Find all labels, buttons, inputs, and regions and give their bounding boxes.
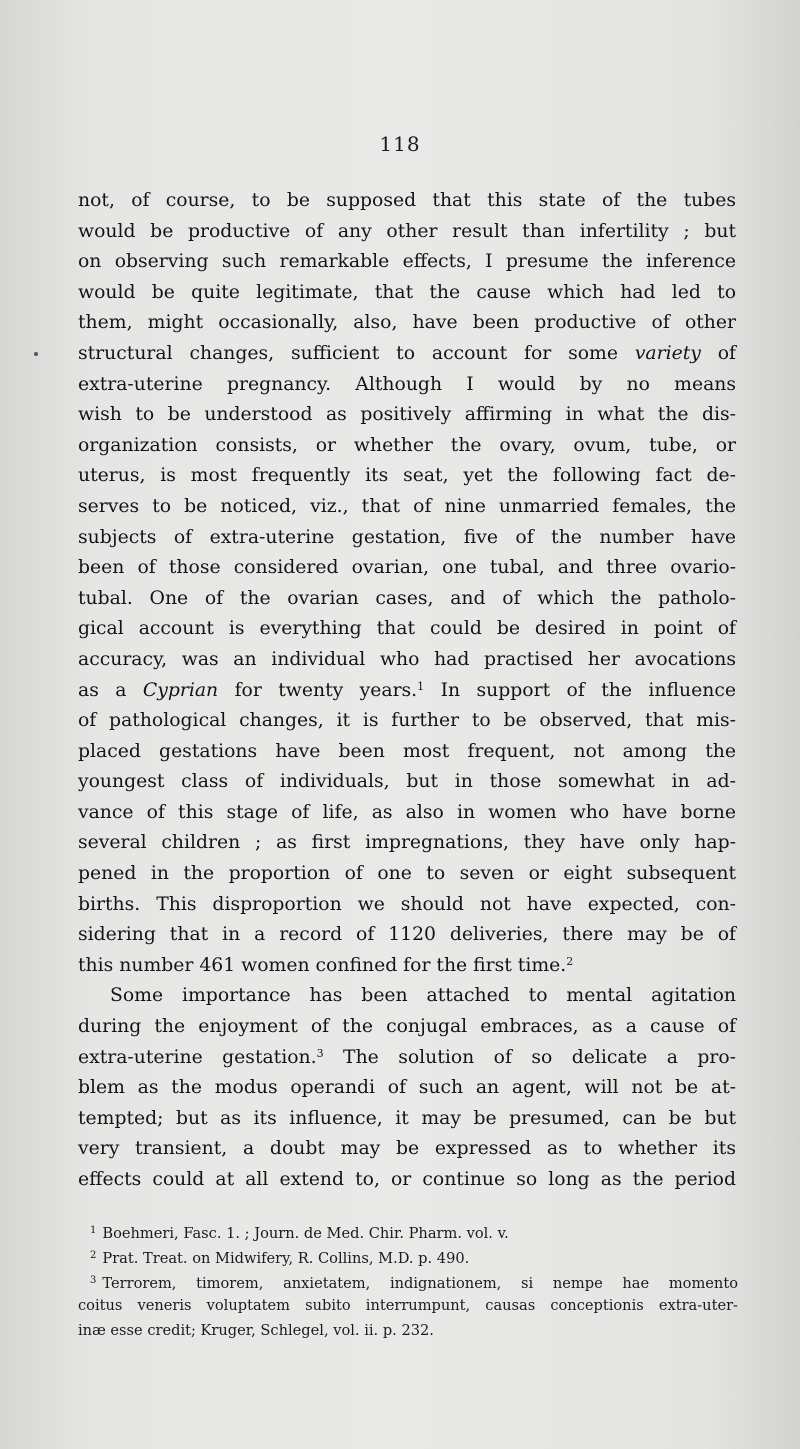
text-run: extra-uterine gestation. xyxy=(78,1046,317,1068)
text-run: them, might occasionally, also, have been productive of other xyxy=(78,312,736,334)
body-text xyxy=(78,186,736,1196)
text-run: In support of the influence xyxy=(424,679,736,701)
text-line xyxy=(78,890,736,921)
text-run: this number 461 women confined for the first time. xyxy=(78,954,567,976)
text-run: tempted; but as its influence, it may be presumed, can be but xyxy=(78,1107,736,1129)
text-run: youngest class of individuals, but in those somewhat in ad- xyxy=(78,771,736,793)
text-line xyxy=(78,339,736,370)
text-run: on observing such remarkable effects, I presume the inference xyxy=(78,251,736,273)
footnotes xyxy=(78,1218,738,1343)
text-run: uterus, is most frequently its seat, yet the following fact de- xyxy=(78,465,736,487)
footnote-text: Prat. Treat. on Midwifery, R. Collins, M.D. p. 490. xyxy=(102,1250,470,1267)
text-line xyxy=(78,676,736,707)
text-run: several children ; as first impregnations, they have only hap- xyxy=(78,832,736,854)
text-line xyxy=(78,217,736,248)
footnote-line xyxy=(90,1218,738,1243)
footnote-text: Boehmeri, Fasc. 1. ; Journ. de Med. Chir. Pharm. vol. v. xyxy=(102,1225,509,1242)
text-run: serves to be noticed, viz., that of nine unmarried females, the xyxy=(78,495,736,517)
text-line xyxy=(78,186,736,217)
text-run: subjects of extra-uterine gestation, five of the number have xyxy=(78,526,736,548)
text-run: wish to be understood as positively affirming in what the dis- xyxy=(78,404,736,426)
text-run: would be quite legitimate, that the cause which had led to xyxy=(78,281,736,303)
text-run: births. This disproportion we should not have expected, con- xyxy=(78,893,736,915)
text-line xyxy=(78,400,736,431)
footnote-text: coitus veneris voluptatem subito interrumpunt, causas conceptionis extra-uter- xyxy=(78,1297,738,1314)
text-run: blem as the modus operandi of such an agent, will not be at- xyxy=(78,1077,736,1099)
text-run: gical account is everything that could be desired in point of xyxy=(78,618,736,640)
footnote-text: Terrorem, timorem, anxietatem, indignationem, si nempe hae momento xyxy=(102,1275,738,1292)
italic-word: Cyprian xyxy=(142,679,219,701)
text-line xyxy=(78,981,736,1012)
text-line xyxy=(78,767,736,798)
text-run: for twenty years. xyxy=(218,679,418,701)
text-run: effects could at all extend to, or continue so long as the period xyxy=(78,1169,736,1190)
text-run: pened in the proportion of one to seven or eight subsequent xyxy=(78,863,736,885)
footnote-line xyxy=(78,1318,738,1343)
text-line xyxy=(78,461,736,492)
text-run: would be productive of any other result than infertility ; but xyxy=(78,220,736,242)
footnote-line xyxy=(90,1268,738,1293)
text-line xyxy=(78,308,736,339)
text-line xyxy=(78,951,736,982)
text-run: placed gestations have been most frequent, not among the xyxy=(78,740,736,762)
text-run: as a xyxy=(78,679,143,701)
footnote-marker: 1 xyxy=(90,1225,97,1236)
text-line xyxy=(78,614,736,645)
text-line xyxy=(78,523,736,554)
text-run: sidering that in a record of 1120 deliveries, there may be of xyxy=(78,924,736,946)
text-run: not, of course, to be supposed that this state of the tubes xyxy=(78,190,736,211)
footnote-marker: 2 xyxy=(90,1250,97,1261)
text-line xyxy=(78,492,736,523)
footnote-reference: 3 xyxy=(316,1046,324,1060)
text-line xyxy=(78,737,736,768)
footnote-line xyxy=(90,1243,738,1268)
text-run: tubal. One of the ovarian cases, and of which the patholo- xyxy=(78,587,736,609)
page-number: 118 xyxy=(379,132,421,156)
footnote-text: inæ esse credit; Kruger, Schlegel, vol. ii. p. 232. xyxy=(78,1322,434,1339)
footnote-reference: 2 xyxy=(566,954,574,968)
text-line xyxy=(78,431,736,462)
text-run: The solution of so delicate a pro- xyxy=(323,1046,736,1068)
footnote-marker: 3 xyxy=(90,1275,97,1286)
text-line xyxy=(78,798,736,829)
text-run: during the enjoyment of the conjugal embraces, as a cause of xyxy=(78,1016,736,1038)
text-line xyxy=(78,645,736,676)
text-run: of xyxy=(700,342,736,364)
text-line xyxy=(78,247,736,278)
text-line xyxy=(78,1104,736,1135)
text-line xyxy=(78,1073,736,1104)
footnote-reference: 1 xyxy=(417,679,425,693)
text-run: structural changes, sufficient to account for some xyxy=(78,342,635,364)
text-run: extra-uterine pregnancy. Although I would by no means xyxy=(78,373,736,395)
text-run: of pathological changes, it is further to be observed, that mis- xyxy=(78,710,736,732)
text-run: very transient, a doubt may be expressed as to whether its xyxy=(78,1138,736,1160)
text-line xyxy=(78,370,736,401)
text-line xyxy=(78,828,736,859)
footnote-line xyxy=(78,1293,738,1318)
text-line xyxy=(78,584,736,615)
text-line xyxy=(78,1134,736,1165)
text-line xyxy=(78,1165,736,1196)
text-line xyxy=(78,920,736,951)
text-line xyxy=(78,553,736,584)
margin-speck xyxy=(34,352,38,356)
text-run: accuracy, was an individual who had practised her avocations xyxy=(78,648,736,670)
text-run: Some importance has been attached to mental agitation xyxy=(110,985,736,1007)
text-line xyxy=(78,859,736,890)
text-run: been of those considered ovarian, one tubal, and three ovario- xyxy=(78,557,736,579)
text-line xyxy=(78,1043,736,1074)
text-line xyxy=(78,706,736,737)
text-line xyxy=(78,1012,736,1043)
text-run: vance of this stage of life, as also in women who have borne xyxy=(78,801,736,823)
text-run: organization consists, or whether the ovary, ovum, tube, or xyxy=(78,434,736,456)
text-line xyxy=(78,278,736,309)
italic-word: variety xyxy=(634,342,701,364)
